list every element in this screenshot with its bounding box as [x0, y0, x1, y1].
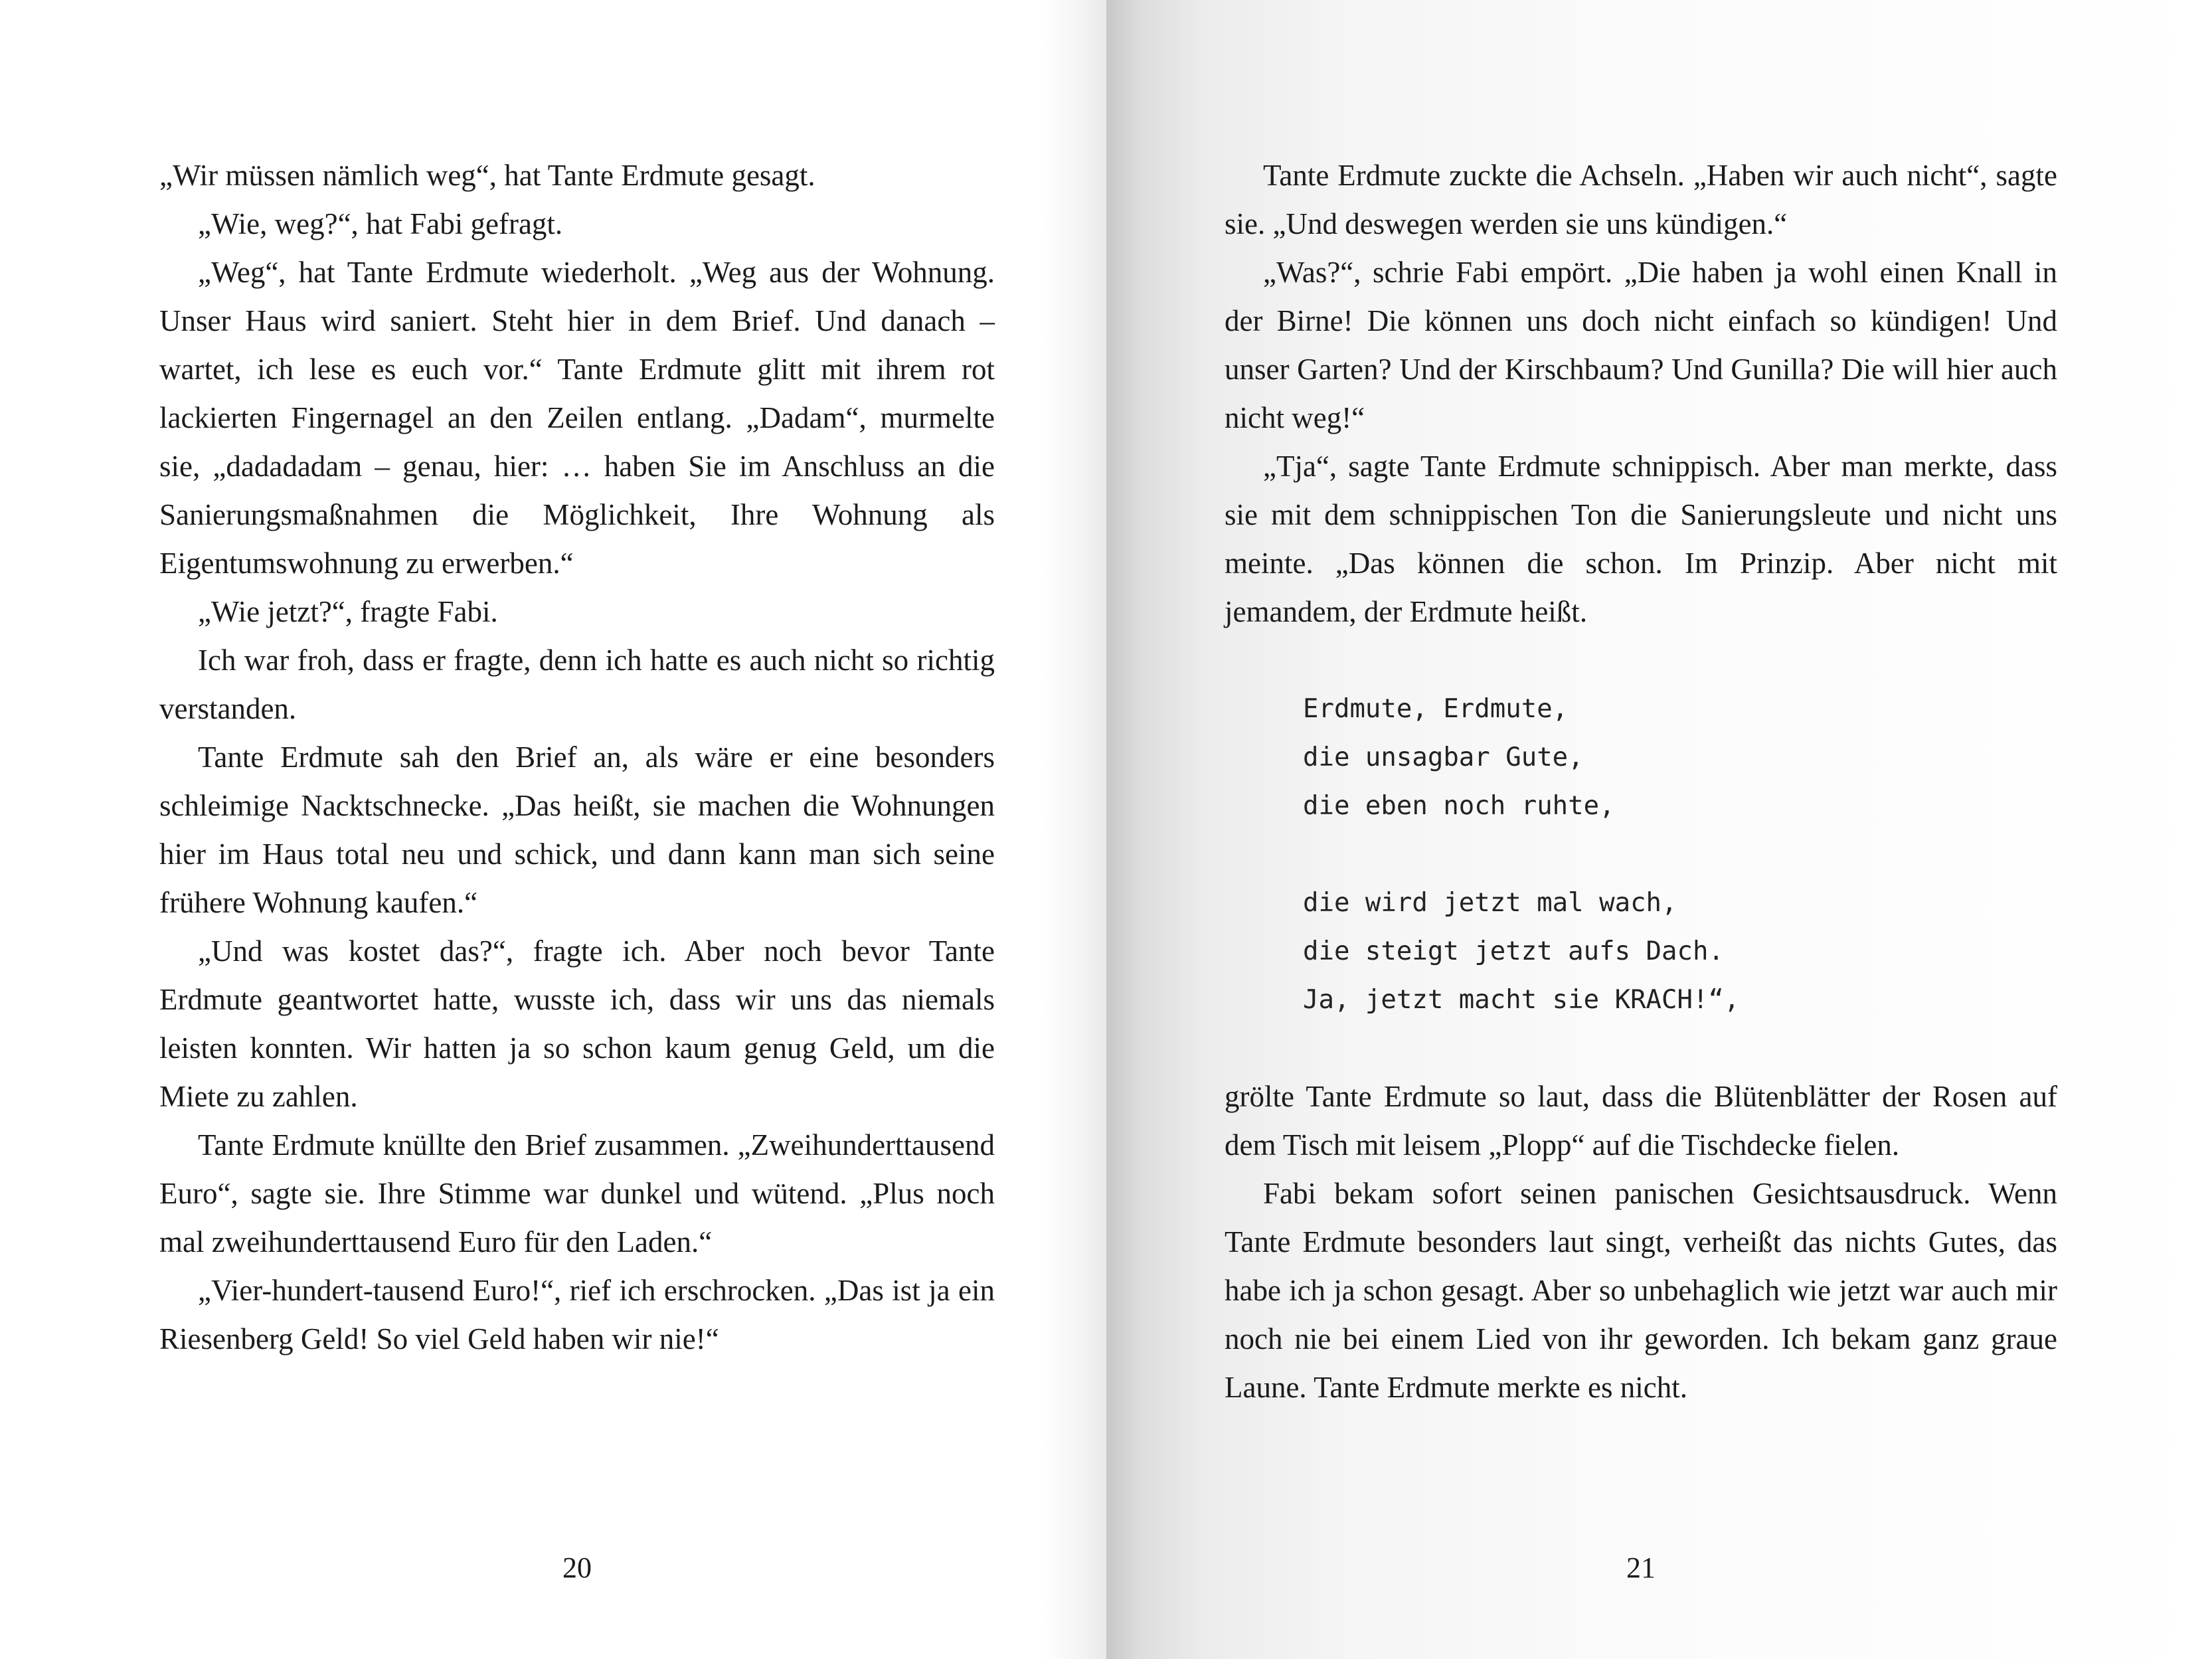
right-page-number: 21: [1626, 1551, 1656, 1584]
song-verse: [1303, 685, 2057, 1024]
left-page-number: 20: [562, 1551, 592, 1584]
stanza-gap: [1303, 830, 2057, 879]
paragraph: Tante Erdmute zuckte die Achseln. „Haben wir auch nicht“, sagte sie. „Und deswegen werden sie uns kündigen.“: [1225, 159, 2057, 240]
paragraph: „Wie jetzt?“, fragte Fabi.: [198, 595, 498, 628]
poem-line: Ja, jetzt macht sie KRACH!“,: [1303, 985, 1740, 1015]
paragraph: Tante Erdmute knüllte den Brief zusammen. „Zweihunderttausend Euro“, sagte sie. Ihre Stimme war dunkel und wütend. „Plus noch mal zweihunderttausend Euro für den Laden.“: [159, 1128, 995, 1259]
paragraph: Fabi bekam sofort seinen panischen Gesichtsausdruck. Wenn Tante Erdmute besonders laut singt, verheißt das nichts Gutes, das habe ich ja schon gesagt. Aber so unbehaglich wie jetzt war auch mir noch nie bei einem Lied von ihr geworden. Ich bekam ganz graue Laune. Tante Erdmute merkte es nicht.: [1225, 1177, 2057, 1404]
poem-line: die unsagbar Gute,: [1303, 742, 1584, 772]
paragraph: Ich war froh, dass er fragte, denn ich hatte es auch nicht so richtig verstanden.: [159, 644, 995, 725]
poem-line: die eben noch ruhte,: [1303, 791, 1615, 821]
paragraph: grölte Tante Erdmute so laut, dass die Blütenblätter der Rosen auf dem Tisch mit leisem „Plopp“ auf die Tischdecke fielen.: [1225, 1080, 2057, 1162]
paragraph: „Wir müssen nämlich weg“, hat Tante Erdmute gesagt.: [159, 159, 815, 192]
poem-line: die steigt jetzt aufs Dach.: [1303, 936, 1724, 966]
paragraph: „Weg“, hat Tante Erdmute wiederholt. „Weg aus der Wohnung. Unser Haus wird saniert. Steht hier in dem Brief. Und danach – wartet, ich lese es euch vor.“ Tante Erdmute glitt mit ihrem rot lackierten Fingernagel an den Zeilen entlang. „Dadam“, murmelte sie, „dadadadam – genau, hier: … haben Sie im Anschluss an die Sanierungsmaßnahmen die Möglichkeit, Ihre Wohnung als Eigentumswohnung zu erwerben.“: [159, 256, 995, 580]
paragraph: „Vier-hundert-tausend Euro!“, rief ich erschrocken. „Das ist ja ein Riesenberg Geld! So viel Geld haben wir nie!“: [159, 1274, 995, 1355]
paragraph: „Tja“, sagte Tante Erdmute schnippisch. Aber man merkte, dass sie mit dem schnippischen Ton die Sanierungsleute und nicht uns meinte. „Das können die schon. Im Prinzip. Aber nicht mit jemandem, der Erdmute heißt.: [1225, 450, 2057, 628]
paragraph: „Wie, weg?“, hat Fabi gefragt.: [198, 207, 563, 240]
paragraph: „Und was kostet das?“, fragte ich. Aber noch bevor Tante Erdmute geantwortet hatte, wusste ich, dass wir uns das niemals leisten konnten. Wir hatten ja so schon kaum genug Geld, um die Miete zu zahlen.: [159, 934, 995, 1113]
right-page-text: [1225, 151, 2057, 1412]
poem-line: die wird jetzt mal wach,: [1303, 888, 1677, 918]
paragraph: „Was?“, schrie Fabi empört. „Die haben ja wohl einen Knall in der Birne! Die können uns doch nicht einfach so kündigen! Und unser Garten? Und der Kirschbaum? Und Gunilla? Die will hier auch nicht weg!“: [1225, 256, 2057, 434]
poem-line: Erdmute, Erdmute,: [1303, 694, 1569, 724]
paragraph: Tante Erdmute sah den Brief an, als wäre er eine besonders schleimige Nacktschnecke. „Das heißt, sie machen die Wohnungen hier im Haus total neu und schick, und dann kann man sich seine frühere Wohnung kaufen.“: [159, 741, 995, 919]
left-page-text: [159, 151, 995, 1363]
right-page: [1106, 0, 2212, 1659]
